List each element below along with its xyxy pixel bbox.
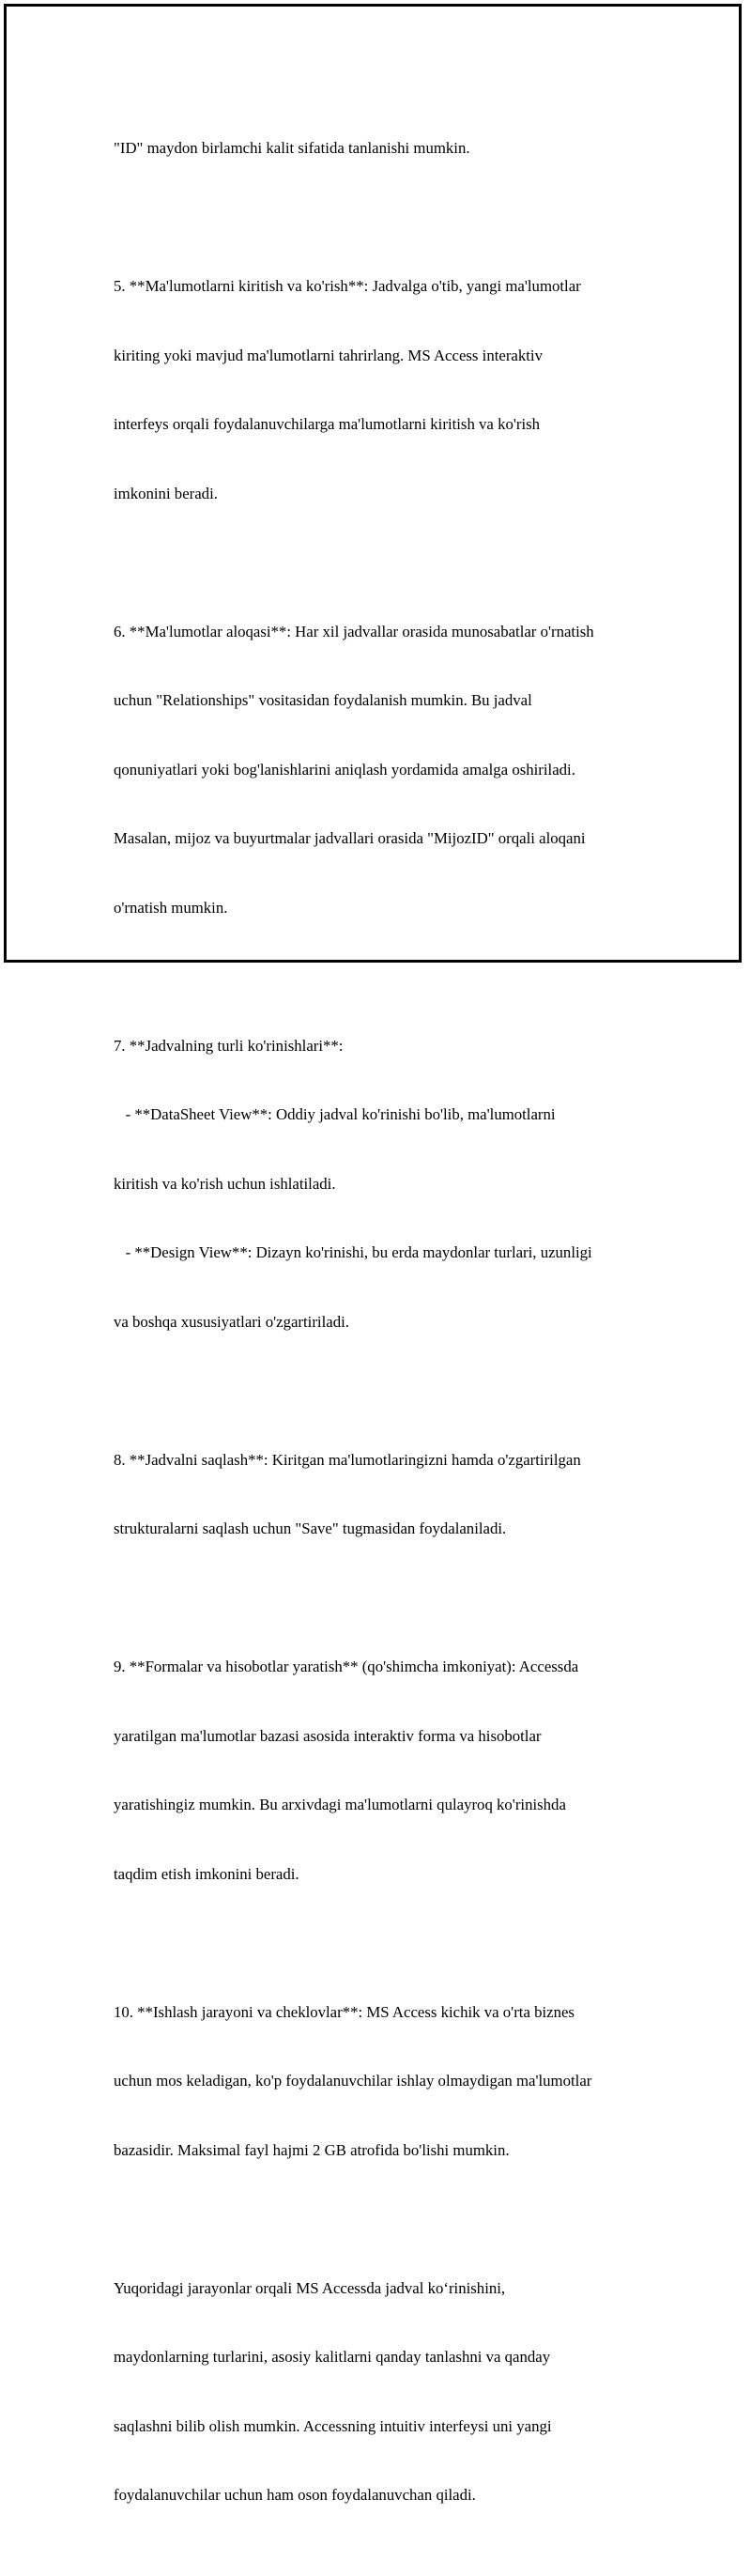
paragraph-conclusion xyxy=(114,2231,658,2553)
text-line: foydalanuvchilar uchun ham oson foydalanuvchan qiladi. xyxy=(114,2486,476,2504)
paragraph-item-9 xyxy=(114,1610,658,1932)
text-line: o'rnatish mumkin. xyxy=(114,898,228,917)
text-line: kiritish va ko'rish uchun ishlatiladi. xyxy=(114,1174,336,1193)
text-line: 10. **Ishlash jarayoni va cheklovlar**: MS Access kichik va o'rta biznes xyxy=(114,2002,575,2021)
text-line: Yuqoridagi jarayonlar orqali MS Accessda jadval ko‘rinishini, xyxy=(114,2278,506,2297)
text-line: 5. **Ma'lumotlarni kiritish va ko'rish**: Jadvalga o'tib, yangi ma'lumotlar xyxy=(114,277,581,295)
text-line: bazasidir. Maksimal fayl hajmi 2 GB atrofida bo'lishi mumkin. xyxy=(114,2140,510,2159)
text-line: Masalan, mijoz va buyurtmalar jadvallari orasida "MijozID" orqali aloqani xyxy=(114,829,586,847)
document-body xyxy=(114,91,658,2576)
paragraph-item-6 xyxy=(114,575,658,966)
document-page xyxy=(4,4,742,2504)
text-line: yaratilgan ma'lumotlar bazasi asosida interaktiv forma va hisobotlar xyxy=(114,1726,542,1745)
text-line: 6. **Ma'lumotlar aloqasi**: Har xil jadvallar orasida munosabatlar o'rnatish xyxy=(114,622,594,640)
text-line: saqlashni bilib olish mumkin. Accessning intuitiv interfeysi uni yangi xyxy=(114,2416,552,2435)
text-line: taqdim etish imkonini beradi. xyxy=(114,1864,299,1883)
paragraph-item-10 xyxy=(114,1955,658,2209)
text-line: maydonlarning turlarini, asosiy kalitlarni qanday tanlashni va qanday xyxy=(114,2348,551,2366)
text-line: 7. **Jadvalning turli ko'rinishlari**: xyxy=(114,1036,344,1055)
text-line: strukturalarni saqlash uchun "Save" tugmasidan foydalaniladi. xyxy=(114,1519,507,1537)
text-line: 9. **Formalar va hisobotlar yaratish** (qo'shimcha imkoniyat): Accessda xyxy=(114,1658,579,1675)
paragraph-item-7 xyxy=(114,989,658,1381)
paragraph-item-5 xyxy=(114,229,658,551)
paragraph-intro xyxy=(114,91,658,207)
text-line: 8. **Jadvalni saqlash**: Kiritgan ma'lumotlaringizni hamda o'zgartirilgan xyxy=(114,1450,581,1469)
text-line: qonuniyatlari yoki bog'lanishlarini aniqlash yordamida amalga oshiriladi. xyxy=(114,760,575,779)
text-line: uchun mos keladigan, ko'p foydalanuvchilar ishlay olmaydigan ma'lumotlar xyxy=(114,2072,592,2090)
text-line: kiriting yoki mavjud ma'lumotlarni tahrirlang. MS Access interaktiv xyxy=(114,346,543,364)
text-line: - **Design View**: Dizayn ko'rinishi, bu erda maydonlar turlari, uzunligi xyxy=(114,1243,592,1261)
paragraph-item-8 xyxy=(114,1403,658,1587)
text-line: imkonini beradi. xyxy=(114,484,218,502)
text-line: interfeys orqali foydalanuvchilarga ma'lumotlarni kiritish va ko'rish xyxy=(114,415,541,433)
text-line: yaratishingiz mumkin. Bu arxivdagi ma'lumotlarni qulayroq ko'rinishda xyxy=(114,1796,566,1813)
text-line: - **DataSheet View**: Oddiy jadval ko'rinishi bo'lib, ma'lumotlarni xyxy=(114,1105,556,1123)
text-line: "ID" maydon birlamchi kalit sifatida tanlanishi mumkin. xyxy=(114,139,470,157)
text-line: uchun "Relationships" vositasidan foydalanish mumkin. Bu jadval xyxy=(114,691,532,709)
text-line: va boshqa xususiyatlari o'zgartiriladi. xyxy=(114,1312,349,1331)
